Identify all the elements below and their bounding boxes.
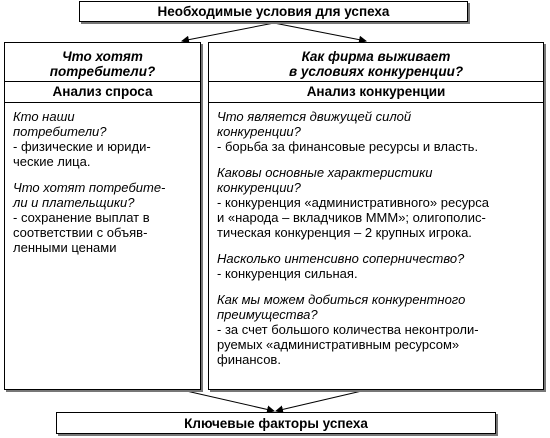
right-subheading: Анализ конкуренции — [209, 81, 543, 103]
left-heading: Что хотят потребители? — [49, 49, 156, 79]
right-answer-3: - конкуренция сильная. — [217, 266, 358, 281]
left-body — [13, 109, 196, 266]
right-column — [208, 42, 544, 390]
arrow-top-to-left — [182, 23, 274, 41]
left-answer-1: - физические и юриди- ческие лица. — [13, 139, 151, 169]
right-answer-4: - за счет большого количества неконтроли- руемых «административным ресурсом» финансов. — [217, 322, 479, 367]
bottom-title-box — [56, 412, 496, 434]
right-answer-1: - борьба за финансовые ресурсы и власть. — [217, 139, 479, 154]
right-heading: Как фирма выживает в условиях конкуренции? — [288, 49, 464, 79]
left-subheading: Анализ спроса — [5, 81, 200, 103]
right-question-3: Насколько интенсивно соперничество? — [217, 251, 465, 266]
left-column — [4, 42, 201, 390]
arrow-right-to-bottom — [276, 390, 366, 411]
top-title-box — [79, 1, 468, 22]
top-title: Необходимые условия для успеха — [157, 4, 390, 19]
left-question-2: Что хотят потребите- ли и плательщики? — [13, 180, 166, 210]
right-question-1: Что является движущей силой конкуренции? — [217, 109, 412, 139]
bottom-title: Ключевые факторы успеха — [184, 416, 368, 431]
right-answer-2: - конкуренция «административного» ресурса и «народа – вкладчиков МММ»; олигополис- тическая конкуренция – 2 крупных игрока. — [217, 195, 490, 240]
arrow-top-to-right — [274, 23, 366, 41]
right-body — [217, 109, 539, 378]
right-question-2: Каковы основные характеристики конкуренции? — [217, 165, 433, 195]
left-question-1: Кто наши потребители? — [13, 109, 107, 139]
right-question-4: Как мы можем добиться конкурентного преимущества? — [217, 292, 466, 322]
arrow-left-to-bottom — [182, 390, 274, 411]
left-answer-2: - сохранение выплат в соответствии с объяв- ленными ценами — [13, 210, 150, 255]
